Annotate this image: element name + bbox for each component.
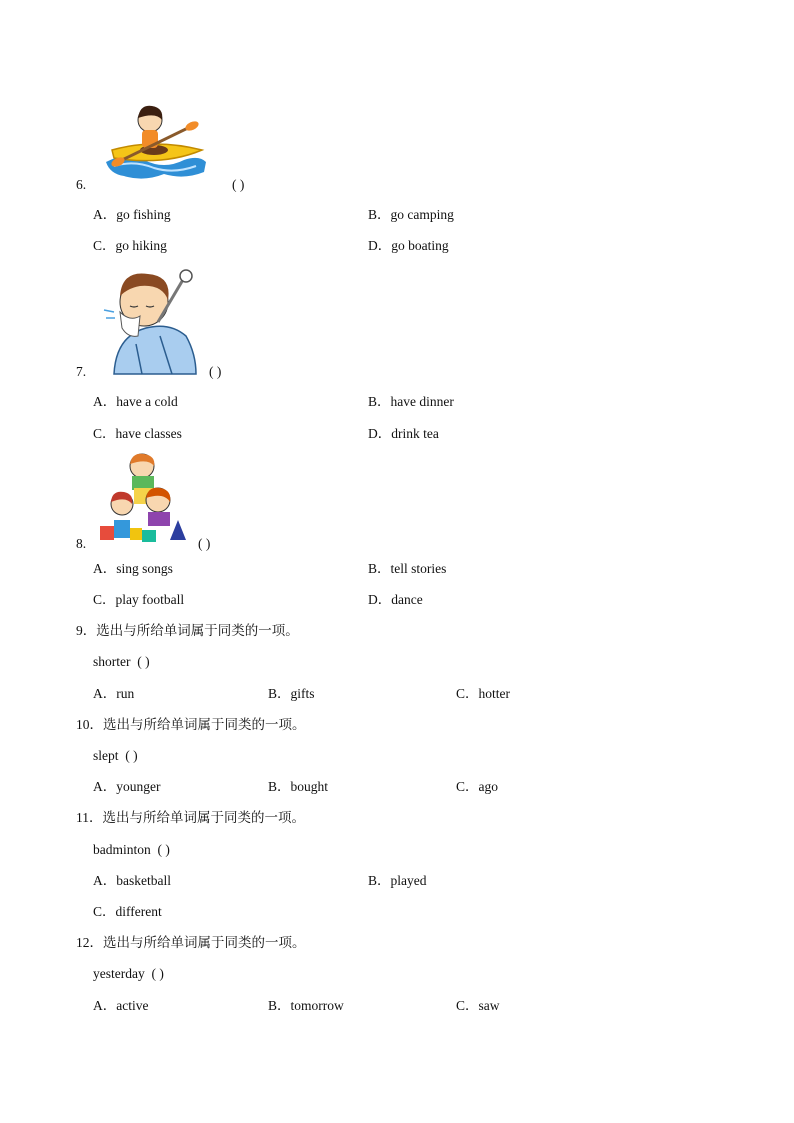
answer-paren[interactable]: ( ) (151, 966, 164, 981)
option-a[interactable]: A．have a cold (93, 394, 178, 409)
option-c[interactable]: C．go hiking (93, 238, 167, 253)
sick-boy-thermometer-icon (100, 266, 198, 376)
option-c[interactable]: C．ago (456, 779, 499, 794)
answer-paren[interactable]: ( ) (125, 748, 138, 763)
question-prompt: 10．选出与所给单词属于同类的一项。 (76, 717, 306, 732)
answer-paren[interactable]: ( ) (198, 536, 211, 551)
given-word: shorter ( ) (93, 654, 150, 669)
option-c[interactable]: C．different (93, 904, 162, 919)
option-a[interactable]: A．sing songs (93, 561, 173, 576)
option-a[interactable]: A．go fishing (93, 207, 171, 222)
question-number: 6. (76, 177, 87, 192)
option-a[interactable]: A．basketball (93, 873, 171, 888)
children-reading-blocks-icon (98, 450, 190, 546)
option-a[interactable]: A．active (93, 998, 149, 1013)
option-b[interactable]: B．gifts (268, 686, 315, 701)
option-a[interactable]: A．younger (93, 779, 161, 794)
question-prompt: 11．选出与所给单词属于同类的一项。 (76, 810, 305, 825)
answer-paren[interactable]: ( ) (209, 364, 222, 379)
given-word: yesterday ( ) (93, 966, 164, 981)
question-number: 8. (76, 536, 87, 551)
answer-paren[interactable]: ( ) (137, 654, 150, 669)
option-b[interactable]: B．tomorrow (268, 998, 344, 1013)
option-b[interactable]: B．go camping (368, 207, 454, 222)
option-b[interactable]: B．tell stories (368, 561, 447, 576)
option-d[interactable]: D．drink tea (368, 426, 439, 441)
answer-paren[interactable]: ( ) (157, 842, 170, 857)
question-number: 7. (76, 364, 87, 379)
option-b[interactable]: B．have dinner (368, 394, 454, 409)
option-b[interactable]: B．bought (268, 779, 329, 794)
given-word: slept ( ) (93, 748, 138, 763)
option-a[interactable]: A．run (93, 686, 135, 701)
option-c[interactable]: C．play football (93, 592, 185, 607)
option-d[interactable]: D．go boating (368, 238, 449, 253)
option-c[interactable]: C．hotter (456, 686, 511, 701)
option-d[interactable]: D．dance (368, 592, 423, 607)
given-word: badminton ( ) (93, 842, 170, 857)
question-prompt: 12．选出与所给单词属于同类的一项。 (76, 935, 306, 950)
question-prompt: 9．选出与所给单词属于同类的一项。 (76, 623, 299, 638)
kayak-boy-icon (104, 100, 208, 184)
option-c[interactable]: C．saw (456, 998, 500, 1013)
answer-paren[interactable]: ( ) (232, 177, 245, 192)
option-c[interactable]: C．have classes (93, 426, 182, 441)
option-b[interactable]: B．played (368, 873, 427, 888)
